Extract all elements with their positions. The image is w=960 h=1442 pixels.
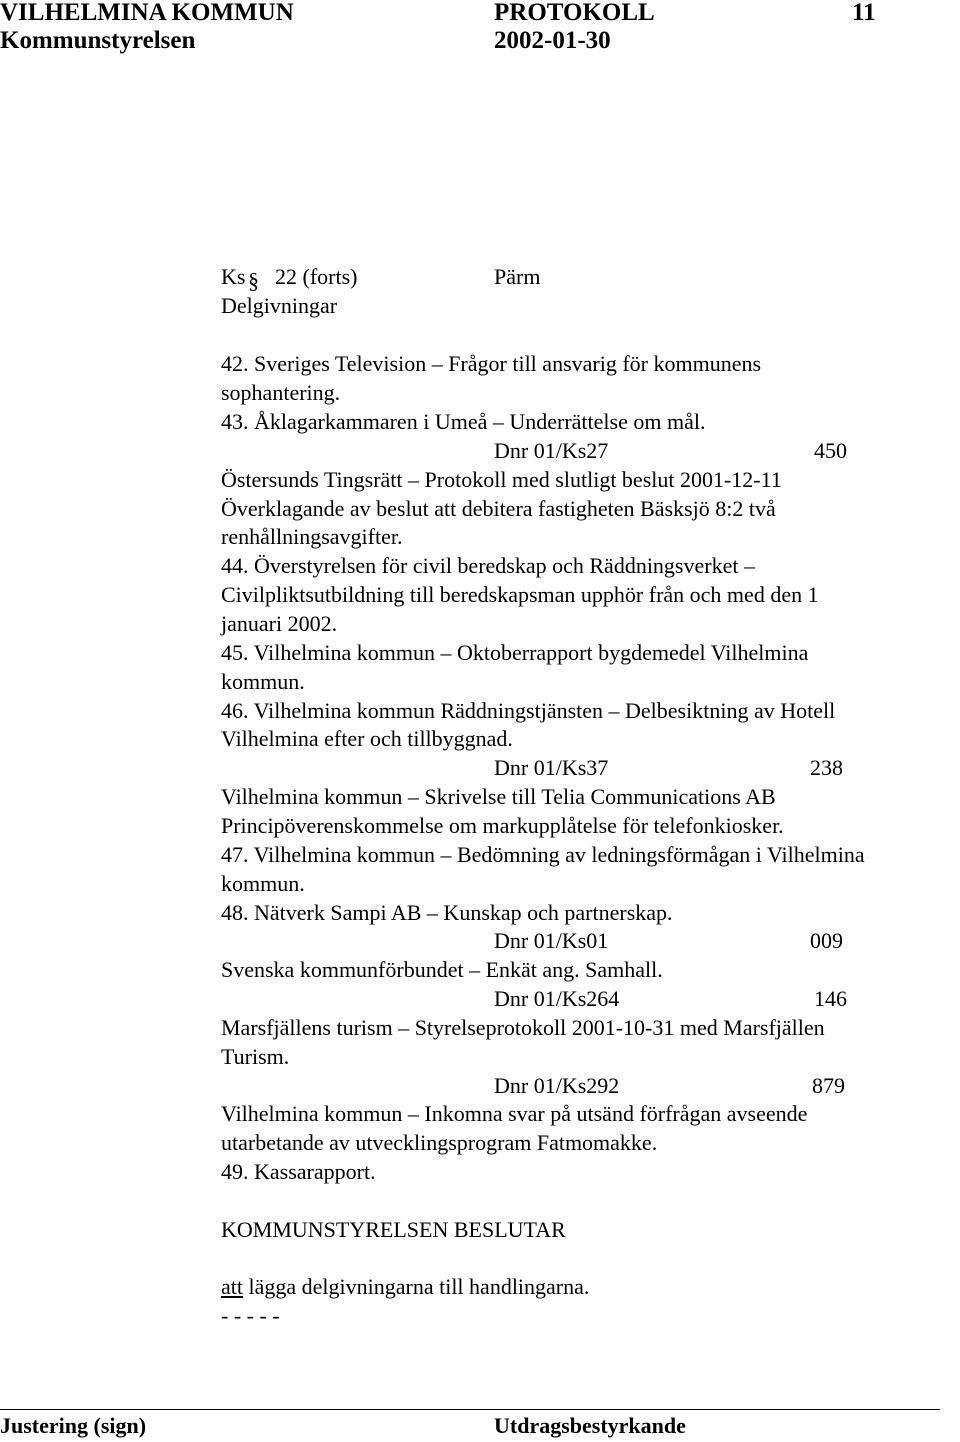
item-46-detail-2: Principöverenskommelse om markupplåtelse för telefonkiosker. <box>221 813 784 838</box>
header-org: VILHELMINA KOMMUN <box>0 0 294 26</box>
item-46-detail-1: Vilhelmina kommun – Skrivelse till Telia Communications AB <box>221 784 776 809</box>
dnr-ref: Dnr 01/Ks292 <box>494 1073 620 1098</box>
item-48: 48. Nätverk Sampi AB – Kunskap och partnerskap. <box>221 900 673 925</box>
item-42-line-2: sophantering. <box>221 380 341 405</box>
dnr-number: 879 <box>812 1073 845 1098</box>
case-prefix: Ks <box>221 264 246 289</box>
case-title: Delgivningar <box>221 293 338 318</box>
item-48-detail-1: Svenska kommunförbundet – Enkät ang. Samhall. <box>221 957 663 982</box>
case-binder: Pärm <box>494 264 541 289</box>
header-date: 2002-01-30 <box>494 27 611 54</box>
item-48-detail-5: utarbetande av utvecklingsprogram Fatmomakke. <box>221 1130 658 1155</box>
decision-heading: KOMMUNSTYRELSEN BESLUTAR <box>221 1217 566 1242</box>
item-49: 49. Kassarapport. <box>221 1159 376 1184</box>
page-number: 11 <box>852 0 876 26</box>
item-45-line-2: kommun. <box>221 669 305 694</box>
header-doc-type: PROTOKOLL <box>494 0 655 26</box>
end-marker: - - - - - <box>221 1303 280 1328</box>
dnr-number: 450 <box>814 438 847 463</box>
item-44-line-1: 44. Överstyrelsen för civil beredskap och Räddningsverket – <box>221 553 755 578</box>
item-47-line-2: kommun. <box>221 871 305 896</box>
dnr-ref: Dnr 01/Ks264 <box>494 986 620 1011</box>
item-46-line-2: Vilhelmina efter och tillbyggnad. <box>221 726 513 751</box>
item-48-detail-2: Marsfjällens turism – Styrelseprotokoll 2001-10-31 med Marsfjällen <box>221 1015 825 1040</box>
section-sign: § <box>248 268 259 293</box>
dnr-number: 009 <box>810 928 843 953</box>
footer-rule <box>0 1409 940 1410</box>
decision-text <box>221 1272 589 1301</box>
item-45-line-1: 45. Vilhelmina kommun – Oktoberrapport bygdemedel Vilhelmina <box>221 640 809 665</box>
dnr-ref: Dnr 01/Ks37 <box>494 755 609 780</box>
item-48-detail-4: Vilhelmina kommun – Inkomna svar på utsänd förfrågan avseende <box>221 1101 808 1126</box>
decision-att: att <box>221 1274 243 1299</box>
dnr-ref: Dnr 01/Ks01 <box>494 928 609 953</box>
footer-utdragsbestyrkande: Utdragsbestyrkande <box>494 1413 686 1438</box>
item-48-detail-3: Turism. <box>221 1044 290 1069</box>
item-42-line-1: 42. Sveriges Television – Frågor till ansvarig för kommunens <box>221 351 762 376</box>
item-43: 43. Åklagarkammaren i Umeå – Underrättelse om mål. <box>221 409 706 434</box>
item-43-detail-3: renhållningsavgifter. <box>221 524 403 549</box>
case-ref: 22 (forts) <box>275 264 358 289</box>
item-44-line-3: januari 2002. <box>221 611 338 636</box>
item-47-line-1: 47. Vilhelmina kommun – Bedömning av ledningsförmågan i Vilhelmina <box>221 842 865 867</box>
item-46-line-1: 46. Vilhelmina kommun Räddningstjänsten – Delbesiktning av Hotell <box>221 698 836 723</box>
dnr-number: 146 <box>814 986 847 1011</box>
header-body: Kommunstyrelsen <box>0 27 196 54</box>
footer-justering: Justering (sign) <box>0 1413 147 1438</box>
decision-body: lägga delgivningarna till handlingarna. <box>243 1274 590 1299</box>
dnr-number: 238 <box>810 755 843 780</box>
item-43-detail-2: Överklagande av beslut att debitera fastigheten Bäsksjö 8:2 två <box>221 496 776 521</box>
dnr-ref: Dnr 01/Ks27 <box>494 438 609 463</box>
item-43-detail-1: Östersunds Tingsrätt – Protokoll med slutligt beslut 2001-12-11 <box>221 467 782 492</box>
item-44-line-2: Civilpliktsutbildning till beredskapsman upphör från och med den 1 <box>221 582 819 607</box>
